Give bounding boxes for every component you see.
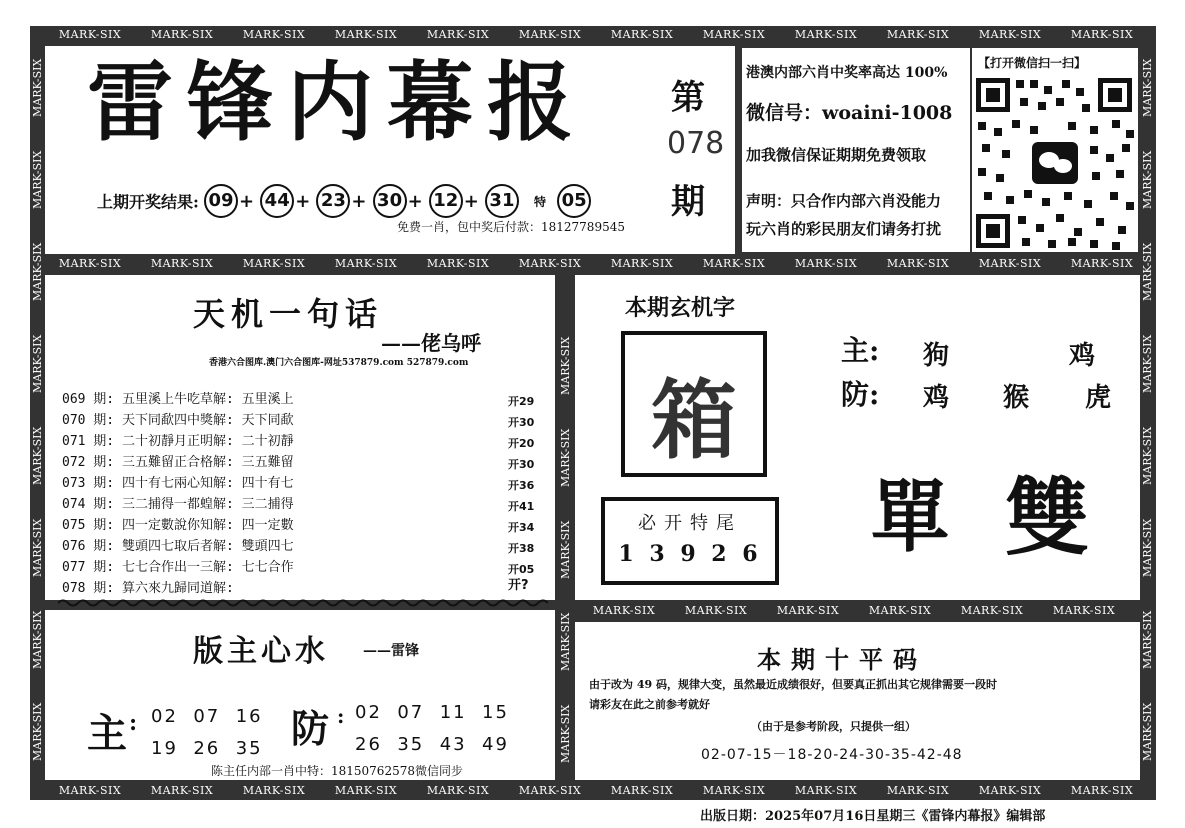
issue-suffix: 期	[671, 182, 705, 222]
promo-line3: 加我微信保证期期免费领取	[746, 146, 927, 164]
list-item: 075 期: 四一定數說你知解: 四一定數	[62, 518, 294, 533]
bottom-strip: MARK-SIX MARK-SIX MARK-SIX MARK-SIX MARK-SIX MARK-SIX MARK-SIX MARK-SIX MARK-SIX MARK-SIX MARK-SIX MARK-SIX	[58, 784, 1134, 797]
issue-prefix: 第	[671, 78, 705, 118]
xuanji-char: 箱	[651, 370, 737, 471]
main-label: 主	[87, 710, 127, 757]
list-item: 077 期: 七七合作出一三解: 七七合作	[62, 560, 294, 575]
result-value: 开41	[508, 500, 535, 513]
def-label: 防	[291, 706, 330, 751]
xuanji-def-item: 鸡	[923, 383, 950, 413]
tail-title: 必开特尾	[638, 513, 742, 534]
result-value: 开05	[508, 563, 535, 576]
contact-line: 免费一肖，包中奖后付款：18127789545	[397, 220, 625, 234]
list-item: 076 期: 雙頭四七取后者解: 雙頭四七	[62, 539, 294, 554]
result-value: 开29	[508, 395, 535, 408]
promo-line5: 玩六肖的彩民朋友们请务打扰	[746, 220, 942, 238]
result-value: 开36	[508, 479, 535, 492]
page-title: 雷锋内幕报	[87, 52, 587, 153]
def-numbers: 26 35 43 49	[355, 734, 509, 755]
result-value: 开30	[508, 416, 535, 429]
promo-line1: 港澳内部六肖中奖率高达 100%	[746, 65, 948, 81]
inner-strip: MARK-SIX MARK-SIX MARK-SIX MARK-SIX MARK-SIX MARK-SIX	[592, 604, 1116, 617]
right-strip: MARK-SIXMARK-SIXMARK-SIXMARK-SIXMARK-SIXMARK-SIXMARK-SIXMARK-SIX	[1141, 58, 1154, 762]
middle-strip: MARK-SIX MARK-SIX MARK-SIX MARK-SIX MARK-SIX MARK-SIX MARK-SIX MARK-SIX MARK-SIX MARK-SIX MARK-SIX MARK-SIX	[58, 257, 1134, 270]
shipingma-note: （由于是参考阶段，只提供一组）	[751, 720, 916, 733]
list-item: 069 期: 五里溪上牛吃草解: 五里溪上	[62, 392, 294, 407]
wave-divider	[58, 598, 548, 608]
result-value: 开30	[508, 458, 535, 471]
main-numbers: 02 07 16	[151, 706, 263, 727]
last-result-row: 上期开奖结果: 09 + 44 + 23 + 30 + 12 + 31 特 05	[97, 184, 591, 218]
special-ball: 05	[557, 184, 591, 218]
tianji-source: 香港六合图库.澳门六合图库-网址537879.com 527879.com	[209, 358, 469, 368]
xuanji-def-item: 猴	[1003, 383, 1030, 413]
left-strip: MARK-SIXMARK-SIXMARK-SIXMARK-SIXMARK-SIXMARK-SIXMARK-SIXMARK-SIX	[31, 58, 44, 762]
odd-char: 單	[871, 472, 950, 563]
main-numbers: 19 26 35	[151, 738, 263, 759]
result-ball: 30	[373, 184, 407, 218]
def-numbers: 02 07 11 15	[355, 702, 509, 723]
shipingma-numbers: 02-07-15－18-20-24-30-35-42-48	[701, 747, 963, 763]
result-value: 开38	[508, 542, 535, 555]
xuanji-panel	[575, 275, 1140, 600]
promo-panel	[740, 46, 1140, 254]
header-panel	[45, 46, 735, 254]
qr-code-icon[interactable]	[972, 74, 1138, 252]
top-strip: MARK-SIX MARK-SIX MARK-SIX MARK-SIX MARK-SIX MARK-SIX MARK-SIX MARK-SIX MARK-SIX MARK-SIX MARK-SIX MARK-SIX	[58, 28, 1134, 41]
result-ball: 44	[260, 184, 294, 218]
tianji-title: 天机一句话	[193, 295, 384, 333]
result-ball: 09	[204, 184, 238, 218]
xuanji-box	[621, 331, 767, 477]
issue-number: 078	[667, 126, 725, 161]
result-value: 开20	[508, 437, 535, 450]
list-item: 074 期: 三二捕得一都蝗解: 三二捕得	[62, 497, 294, 512]
even-char: 雙	[1005, 468, 1090, 567]
shipingma-panel	[575, 622, 1140, 780]
xuanji-def-item: 虎	[1085, 383, 1112, 413]
list-item: 070 期: 天下同歃四中獎解: 天下同歃	[62, 413, 294, 428]
result-value: 开34	[508, 521, 535, 534]
xuanji-main-label: 主:	[841, 334, 880, 367]
center-strip: MARK-SIXMARK-SIXMARK-SIXMARK-SIXMARK-SIX	[559, 336, 572, 764]
result-value: 开?	[508, 578, 529, 593]
tail-box	[601, 497, 779, 585]
banzhu-panel: 版主心水 ——雷锋 主 : 02 07 16 19 26 35 防 : 02 07 11 15 26 35 43 49 陈主任内部一肖中特：18150762578微信同步	[45, 610, 555, 780]
list-item: 078 期: 算六來九歸同道解:	[62, 581, 234, 596]
list-item: 072 期: 三五難留正合格解: 三五難留	[62, 455, 294, 470]
list-item: 073 期: 四十有七兩心知解: 四十有七	[62, 476, 294, 491]
result-ball: 23	[316, 184, 350, 218]
tail-numbers: 1 3 9 2 6	[618, 541, 762, 567]
banzhu-footer: 陈主任内部一肖中特：18150762578微信同步	[211, 764, 463, 778]
banzhu-author: ——雷锋	[363, 643, 419, 659]
shipingma-desc: 请彩友在此之前参考就好	[589, 698, 710, 711]
result-ball: 12	[429, 184, 463, 218]
shipingma-title: 本期十平码	[757, 645, 927, 674]
xuanji-main-item: 狗	[923, 341, 950, 371]
xuanji-main-item: 鸡	[1069, 341, 1096, 371]
qr-label: 【打开微信扫一扫】	[978, 56, 1087, 70]
xuanji-def-label: 防:	[841, 378, 880, 411]
tianji-author: ——佬乌呼	[381, 331, 481, 355]
wechat-id: 微信号：woaini-1008	[746, 102, 953, 124]
banzhu-title: 版主心水	[193, 634, 329, 669]
promo-line4: 声明：只合作内部六肖没能力	[746, 192, 942, 210]
last-result-label: 上期开奖结果:	[97, 192, 199, 212]
result-ball: 31	[485, 184, 519, 218]
xuanji-title: 本期玄机字	[625, 295, 736, 321]
publish-line: 出版日期：2025年07月16日星期三《雷锋内幕报》编辑部	[700, 809, 1046, 824]
list-item: 071 期: 二十初靜月正明解: 二十初靜	[62, 434, 294, 449]
shipingma-desc: 由于改为 49 码，规律大变，虽然最近成绩很好，但要真正抓出其它规律需要一段时	[589, 678, 997, 691]
special-label: 特	[534, 194, 547, 209]
